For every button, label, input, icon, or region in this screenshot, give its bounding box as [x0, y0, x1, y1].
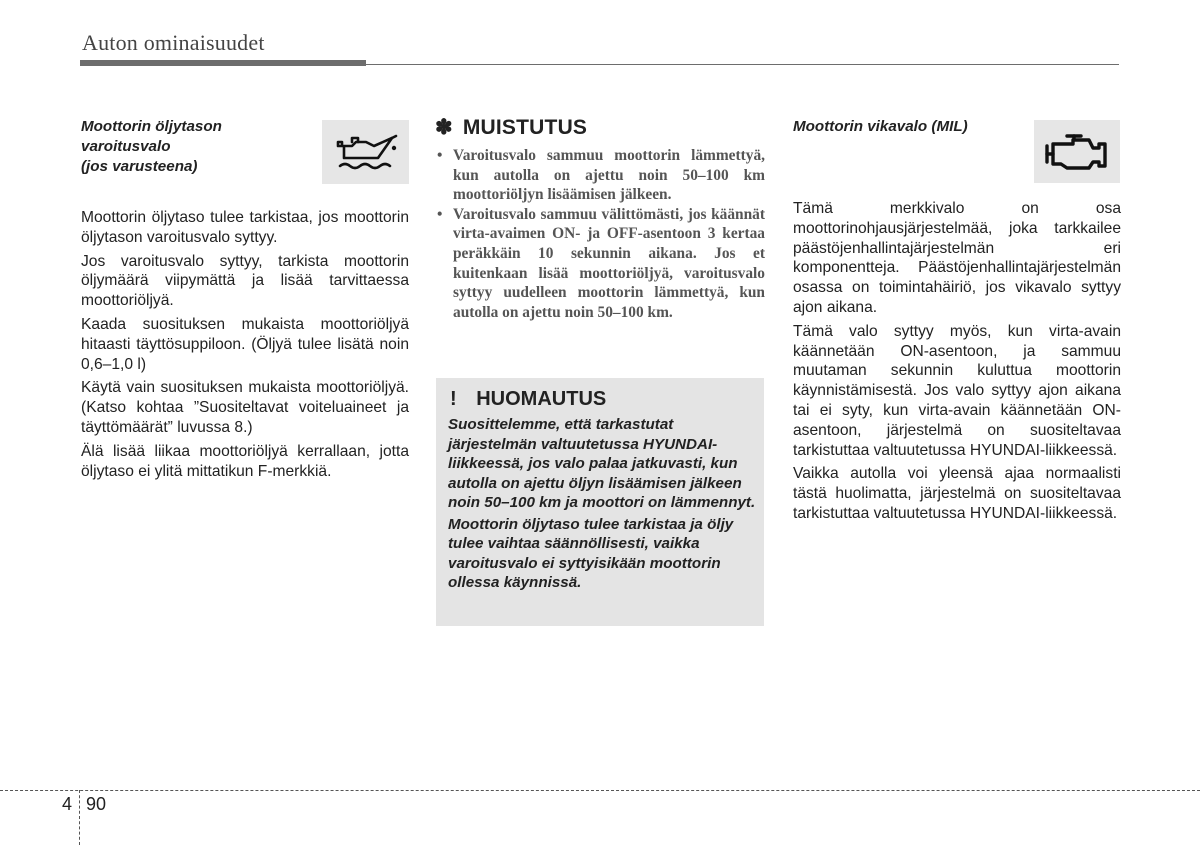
oil-pressure-warning-icon: [330, 130, 402, 174]
muistutus-title: [435, 115, 765, 140]
paragraph: Käytä vain suosituksen mukaista moottoriöljyä. (Katso kohtaa ”Suositeltavat voiteluaineet ja täyttömäärät” luvussa 8.): [81, 379, 409, 436]
paragraph: Vaikka autolla voi yleensä ajaa normaalisti tästä huolimatta, järjestelmä on suositeltavaa tarkistuttaa valtuutetussa HYUNDAI-liikkeessä.: [793, 465, 1121, 522]
oil-warning-icon-box: [322, 120, 409, 184]
huomautus-title: [450, 388, 606, 411]
footer-vertical-divider: [79, 790, 80, 845]
muistutus-list: [435, 146, 765, 322]
muistutus-label: MUISTUTUS: [462, 116, 588, 139]
paragraph: Tämä merkkivalo on osa moottorinohjausjärjestelmää, joka tarkkailee päästöjenhallintajärjestelmän eri komponentteja. Päästöjenhallintajärjestelmän osassa on toimintahäiriö, jos vikavalo syttyy ajon aikana.: [793, 200, 1121, 316]
paragraph: Älä lisää liikaa moottoriöljyä kerrallaan, jotta öljytaso ei ylitä mittatikun F-merkkiä.: [81, 442, 409, 480]
section-heading-mil: Moottorin vikavalo (MIL): [793, 118, 968, 135]
huomautus-body: [448, 415, 756, 595]
header-rule: [366, 64, 1119, 65]
huomautus-label: HUOMAUTUS: [476, 388, 607, 410]
asterisk-icon: ✽: [435, 116, 453, 139]
middle-column: [435, 115, 765, 322]
paragraph: Kaada suosituksen mukaista moottoriöljyä hitaasti täyttösuppiloon. (Öljyä tulee lisätä noin 0,6–1,0 l): [81, 315, 409, 373]
footer-divider: [0, 790, 1200, 791]
list-item-text: Varoitusvalo sammuu välittömästi, jos käännät virta-avaimen ON- ja OFF-asentoon 3 kertaa peräkkäin 10 sekunnin aikana. Jos et kuitenkaan lisää moottoriöljyä, varoitusvalo syttyy uudelleen moottorin lämmettyä, kun autolla on ajettu noin 50–100 km.: [453, 205, 765, 321]
list-item: [435, 205, 765, 323]
page-header-title: Auton ominaisuudet: [82, 30, 265, 55]
heading-line: (jos varusteena): [81, 158, 198, 175]
page-number: 90: [86, 794, 107, 814]
check-engine-icon: [1043, 132, 1111, 172]
list-item-text: Varoitusvalo sammuu moottorin lämmettyä, kun autolla on ajettu noin 50–100 km moottoriöljyn lisäämisen jälkeen.: [453, 147, 765, 204]
heading-line: varoitusvalo: [81, 138, 171, 155]
bullet-icon: •: [437, 147, 443, 164]
exclamation-icon: !: [450, 388, 457, 410]
notice-paragraph: Suosittelemme, että tarkastutat järjestelmän valtuutetussa HYUNDAI-liikkeessä, jos valo palaa jatkuvasti, kun autolla on ajettu öljyn lisäämisen jälkeen noin 50–100 km ja moottori on lämmennyt.: [448, 416, 756, 511]
mil-icon-box: [1034, 120, 1120, 183]
chapter-number: 4: [62, 794, 73, 814]
paragraph: Jos varoitusvalo syttyy, tarkista moottorin öljymäärä viipymättä ja lisää tarvittaessa moottoriöljyä.: [81, 252, 409, 310]
notice-paragraph: Moottorin öljytaso tulee tarkistaa ja öljy tulee vaihtaa säännöllisesti, vaikka varoitusvalo ei syttyisikään moottorin ollessa käynnissä.: [448, 515, 734, 591]
heading-line: Moottorin öljytason: [81, 118, 222, 135]
header-bar: [80, 60, 366, 66]
paragraph: Tämä valo syttyy myös, kun virta-avain käännetään ON-asentoon, ja sammuu muutaman sekunnin kuluttua moottorin käynnistämisestä. Jos valo syttyy ajon aikana tai ei syty, kun virta-avain käännetään ON-asentoon, järjestelmä on suositeltavaa tarkistuttaa valtuutetussa HYUNDAI-liikkeessä.: [793, 322, 1121, 459]
bullet-icon: •: [437, 205, 443, 223]
paragraph: Moottorin öljytaso tulee tarkistaa, jos moottorin öljytason varoitusvalo syttyy.: [81, 209, 409, 246]
huomautus-box: [436, 378, 764, 626]
list-item: [435, 146, 765, 205]
